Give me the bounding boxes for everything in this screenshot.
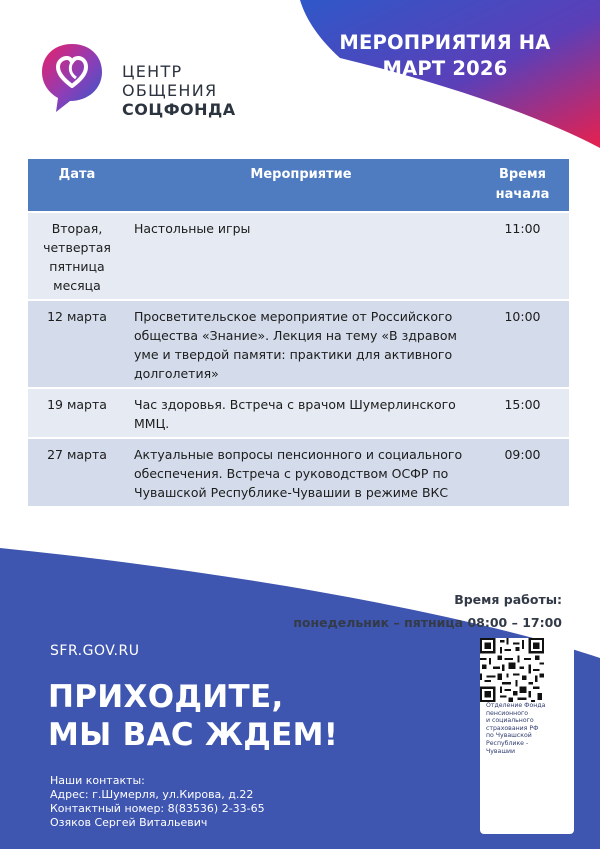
- cell-time: 10:00: [476, 301, 569, 387]
- work-hours-label: Время работы:: [454, 592, 562, 607]
- column-header-event: Мероприятие: [126, 159, 476, 211]
- heart-speech-bubble-icon: [40, 38, 104, 114]
- work-hours-value: понедельник – пятница 08:00 – 17:00: [293, 615, 562, 630]
- headline: [48, 678, 338, 754]
- headline-line-2: МЫ ВАС ЖДЕМ!: [48, 717, 339, 753]
- qr-code-icon[interactable]: [480, 638, 544, 702]
- column-header-time-line-2: начала: [495, 187, 550, 202]
- work-hours: [293, 588, 562, 634]
- table-row: [28, 439, 569, 506]
- cell-date: 27 марта: [28, 439, 126, 506]
- cell-event: Час здоровья. Встреча с врачом Шумерлинского ММЦ.: [126, 389, 476, 437]
- column-header-date: Дата: [28, 159, 126, 211]
- events-table: [28, 157, 569, 508]
- centre-logo: [40, 38, 240, 118]
- contacts-phone: Контактный номер: 8(83536) 2-33-65: [50, 802, 265, 815]
- table-row: [28, 389, 569, 437]
- contacts-block: [50, 774, 265, 830]
- logo-line-2: ОБЩЕНИЯ: [122, 81, 218, 100]
- title-banner: [300, 0, 600, 150]
- cell-event: Настольные игры: [126, 213, 476, 299]
- table-row: [28, 301, 569, 387]
- logo-line-1: ЦЕНТР: [122, 62, 183, 81]
- cell-time: 15:00: [476, 389, 569, 437]
- table-header-row: [28, 159, 569, 211]
- column-header-time: [476, 159, 569, 211]
- sfr-caption-line: страхования РФ: [486, 724, 539, 732]
- cell-time: 09:00: [476, 439, 569, 506]
- banner-title-line-2: МАРТ 2026: [382, 57, 508, 80]
- banner-title-line-1: МЕРОПРИЯТИЯ НА: [339, 31, 551, 54]
- website-link[interactable]: SFR.GOV.RU: [50, 643, 140, 659]
- cell-date: 19 марта: [28, 389, 126, 437]
- sfr-caption-line: Отделение Фонда: [486, 702, 546, 709]
- table-row: [28, 213, 569, 299]
- sfr-caption-line: Республике -: [486, 739, 529, 747]
- cell-event: Актуальные вопросы пенсионного и социального обеспечения. Встреча с руководством ОСФР по Чувашской Республике-Чувашии в режиме ВКС: [126, 439, 476, 506]
- contacts-person: Озяков Сергей Витальевич: [50, 816, 208, 829]
- sfr-caption: [486, 702, 570, 755]
- contacts-address: Адрес: г.Шумерля, ул.Кирова, д.22: [50, 788, 254, 801]
- sfr-card: [480, 638, 574, 834]
- cell-time: 11:00: [476, 213, 569, 299]
- sfr-caption-line: и социального: [486, 717, 534, 725]
- cell-event: Просветительское мероприятие от Российского общества «Знание». Лекция на тему «В здравом уме и твердой памяти: практики для активного долголетия»: [126, 301, 476, 387]
- sfr-caption-line: пенсионного: [486, 709, 529, 717]
- sfr-caption-line: Чувашии: [486, 747, 516, 755]
- contacts-title: Наши контакты:: [50, 774, 145, 787]
- headline-line-1: ПРИХОДИТЕ,: [48, 679, 284, 715]
- logo-line-3: СОЦФОНДА: [122, 100, 236, 119]
- footer-section: [0, 548, 600, 849]
- cell-date: 12 марта: [28, 301, 126, 387]
- cell-date: Вторая, четвертая пятница месяца: [28, 213, 126, 299]
- column-header-time-line-1: Время: [498, 167, 546, 182]
- sfr-caption-line: по Чувашской: [486, 732, 532, 740]
